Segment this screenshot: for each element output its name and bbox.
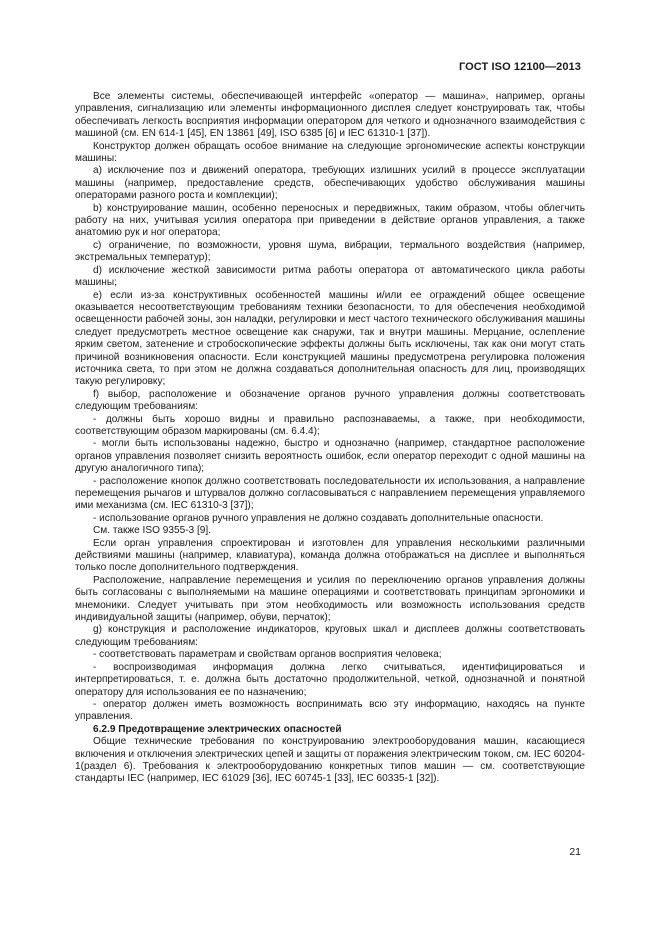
paragraph: Общие технические требования по конструированию электрооборудования машин, касающиеся включения и отключения электрических цепей и защиты от поражения электрическим током, см. IEC 60204-1(раздел 6). Требования к электрооборудованию конкретных типов машин — см. соответствующие стандарты IEC (например, IEC 61029 [36], IEC 60745-1 [33], IEC 60335-1 [32]). — [75, 736, 585, 785]
paragraph: Все элементы системы, обеспечивающей интерфейс «оператор — машина», например, органы управления, сигнализацию или элементы информационного дисплея следует конструировать так, чтобы обеспечивать легкость восприятия информации оператором для четкого и однозначного взаимодействия с машиной (см. EN 614-1 [45], EN 13861 [49], ISO 6385 [6] и IEC 61310-1 [37]). — [75, 91, 585, 140]
list-item: f) выбор, расположение и обозначение органов ручного управления должны соответствовать следующим требованиям: — [75, 388, 585, 413]
list-item: d) исключение жесткой зависимости ритма работы оператора от автоматического цикла работы машины; — [75, 264, 585, 289]
page-content — [75, 91, 585, 786]
page-number: 21 — [569, 846, 581, 858]
list-item: e) если из-за конструктивных особенностей машины и/или ее ограждений общее освещение оказывается несоответствующим требованиям техники безопасности, то для обеспечения необходимой освещенности рабочей зоны, зон наладки, регулировки и мест частого технического обслуживания машины следует предусмотреть местное освещение как снаружи, так и внутри машины. Мерцание, ослепление ярким светом, затенение и стробоскопические эффекты должны быть исключены, так как они могут стать причиной возникновения опасности. Если конструкцией машины предусмотрена регулировка положения источника света, то при этом не должна создаваться дополнительная опасность для лиц, производящих такую регулировку; — [75, 289, 585, 388]
list-item: g) конструкция и расположение индикаторов, круговых шкал и дисплеев должны соответствовать следующим требованиям: — [75, 624, 585, 648]
paragraph: См. также ISO 9355-3 [9]. — [93, 525, 212, 537]
section-heading: 6.2.9 Предотвращение электрических опасностей — [93, 723, 342, 735]
dash-item: - оператор должен иметь возможность воспринимать всю эту информацию, находясь на пункте управления. — [75, 698, 585, 723]
dash-item: - воспроизводимая информация должна легко считываться, идентифицироваться и интерпретироваться, т. е. должна быть достаточно продолжительной, четкой, однозначной и понятной оператору для использования ее по назначению; — [75, 661, 585, 698]
document-id-header: ГОСТ ISO 12100—2013 — [458, 61, 581, 73]
list-item: b) конструирование машин, особенно переносных и передвижных, таким образом, чтобы облегчить работу на них, учитывая усилия оператора при приведении в действие органов управления, а также анатомию рук и ног оператора; — [75, 202, 585, 239]
dash-item: - могли быть использованы надежно, быстро и однозначно (например, стандартное расположение органов управления позволяет снизить вероятность ошибок, если оператор переходит с одной машины на другую аналогичного типа); — [75, 438, 585, 475]
list-item: a) исключение поз и движений оператора, требующих излишних усилий в процессе эксплуатации машины (например, предоставление средств, обеспечивающих удобство обслуживания машины операторами разного роста и комплекции); — [75, 165, 585, 202]
list-item: c) ограничение, по возможности, уровня шума, вибрации, термального воздействия (например, экстремальных температур); — [75, 239, 585, 264]
paragraph: Конструктор должен обращать особое внимание на следующие эргономические аспекты конструкции машины: — [75, 140, 585, 165]
paragraph: Расположение, направление перемещения и усилия по переключению органов управления должны быть согласованы с выполняемыми на машине операциями и соответствовать принципам эргономики и мнемоники. Следует учитывать при этом необходимость или возможность использования средств индивидуальной защиты (например, обуви, перчаток); — [75, 574, 585, 624]
dash-item: - использование органов ручного управления не должно создавать дополнительные опасности. — [93, 512, 544, 524]
paragraph: Если орган управления спроектирован и изготовлен для управления несколькими различными действиями машины (например, клавиатура), команда должна отображаться на дисплее и выполняться только после дополнительного подтверждения. — [75, 537, 585, 574]
dash-item: - расположение кнопок должно соответствовать последовательности их использования, а направление перемещения рычагов и штурвалов должно согласовываться с направлением перемещения управляемого ими механизма (см. IEC 61310-3 [37]); — [75, 475, 585, 512]
dash-item: - соответствовать параметрам и свойствам органов восприятия человека; — [93, 649, 442, 661]
dash-item: - должны быть хорошо видны и правильно распознаваемы, а также, при необходимости, соответствующим образом маркированы (см. 6.4.4); — [75, 413, 585, 437]
